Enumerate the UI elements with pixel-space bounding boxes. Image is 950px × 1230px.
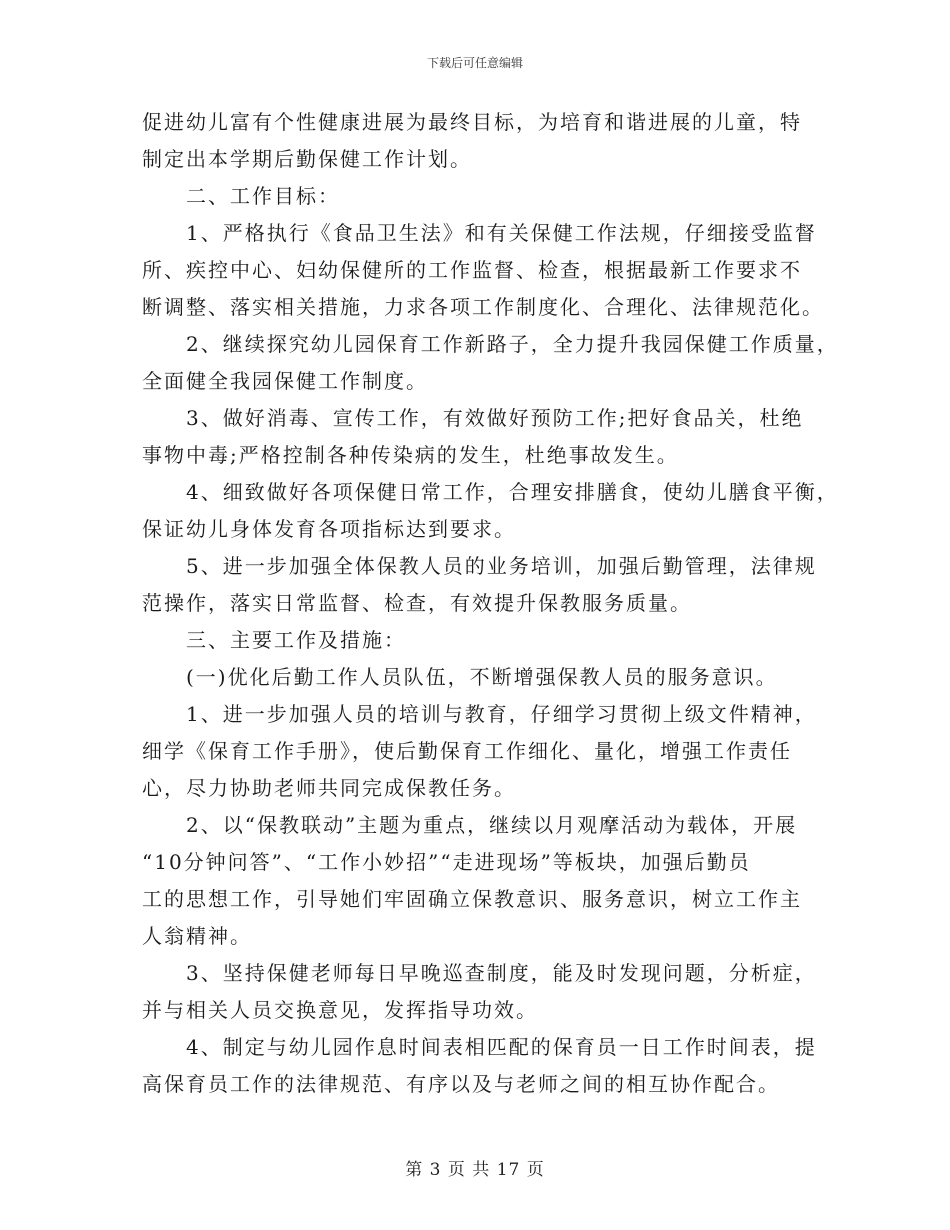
text-line: 二、工作目标： <box>186 184 340 208</box>
text-line: 三、主要工作及措施： <box>186 628 406 652</box>
text-line: 断调整、落实相关措施，力求各项工作制度化、合理化、法律规范化。 <box>142 295 824 319</box>
text-line: (一)优化后勤工作人员队伍，不断增强保教人员的服务意识。 <box>186 665 778 689</box>
text-line: 范操作，落实日常监督、检查，有效提升保教服务质量。 <box>142 591 692 615</box>
text-line: 事物中毒;严格控制各种传染病的发生，杜绝事故发生。 <box>142 443 679 467</box>
text-line: 保证幼儿身体发育各项指标达到要求。 <box>142 517 516 541</box>
text-line: 3、做好消毒、宣传工作，有效做好预防工作;把好食品关，杜绝 <box>186 406 804 430</box>
text-line: 制定出本学期后勤保健工作计划。 <box>142 147 472 171</box>
text-line: 促进幼儿富有个性健康进展为最终目标，为培育和谐进展的儿童，特 <box>142 110 802 134</box>
text-line: 5、进一步加强全体保教人员的业务培训，加强后勤管理，法律规 <box>186 554 817 578</box>
text-line: 1、严格执行《食品卫生法》和有关保健工作法规，仔细接受监督 <box>186 221 817 245</box>
text-line: 并与相关人员交换意见，发挥指导功效。 <box>142 998 538 1022</box>
text-line: 人翁精神。 <box>142 924 252 948</box>
text-line: 2、继续探究幼儿园保育工作新路子，全力提升我园保健工作质量， <box>186 332 839 356</box>
text-line: 4、细致做好各项保健日常工作，合理安排膳食，使幼儿膳食平衡， <box>186 480 839 504</box>
text-line: 3、坚持保健老师每日早晚巡查制度，能及时发现问题，分析症， <box>186 961 817 985</box>
page-header: 下载后可任意编辑 <box>426 56 523 70</box>
text-line: 心，尽力协助老师共同完成保教任务。 <box>142 776 516 800</box>
text-line: “10分钟问答”、“工作小妙招”“走进现场”等板块，加强后勤员 <box>142 850 751 874</box>
text-line: 4、制定与幼儿园作息时间表相匹配的保育员一日工作时间表，提 <box>186 1035 817 1059</box>
text-line: 全面健全我园保健工作制度。 <box>142 369 428 393</box>
text-line: 所、疾控中心、妇幼保健所的工作监督、检查，根据最新工作要求不 <box>142 258 802 282</box>
text-line: 工的思想工作，引导她们牢固确立保教意识、服务意识，树立工作主 <box>142 887 802 911</box>
text-line: 2、以“保教联动”主题为重点，继续以月观摩活动为载体，开展 <box>186 813 798 837</box>
text-line: 高保育员工作的法律规范、有序以及与老师之间的相互协作配合。 <box>142 1072 780 1096</box>
page-number-footer: 第 3 页 共 17 页 <box>405 1160 545 1180</box>
text-line: 细学《保育工作手册》，使后勤保育工作细化、量化，增强工作责任 <box>142 739 792 763</box>
document-body <box>142 104 839 1103</box>
text-line: 1、进一步加强人员的培训与教育，仔细学习贯彻上级文件精神， <box>186 702 817 726</box>
